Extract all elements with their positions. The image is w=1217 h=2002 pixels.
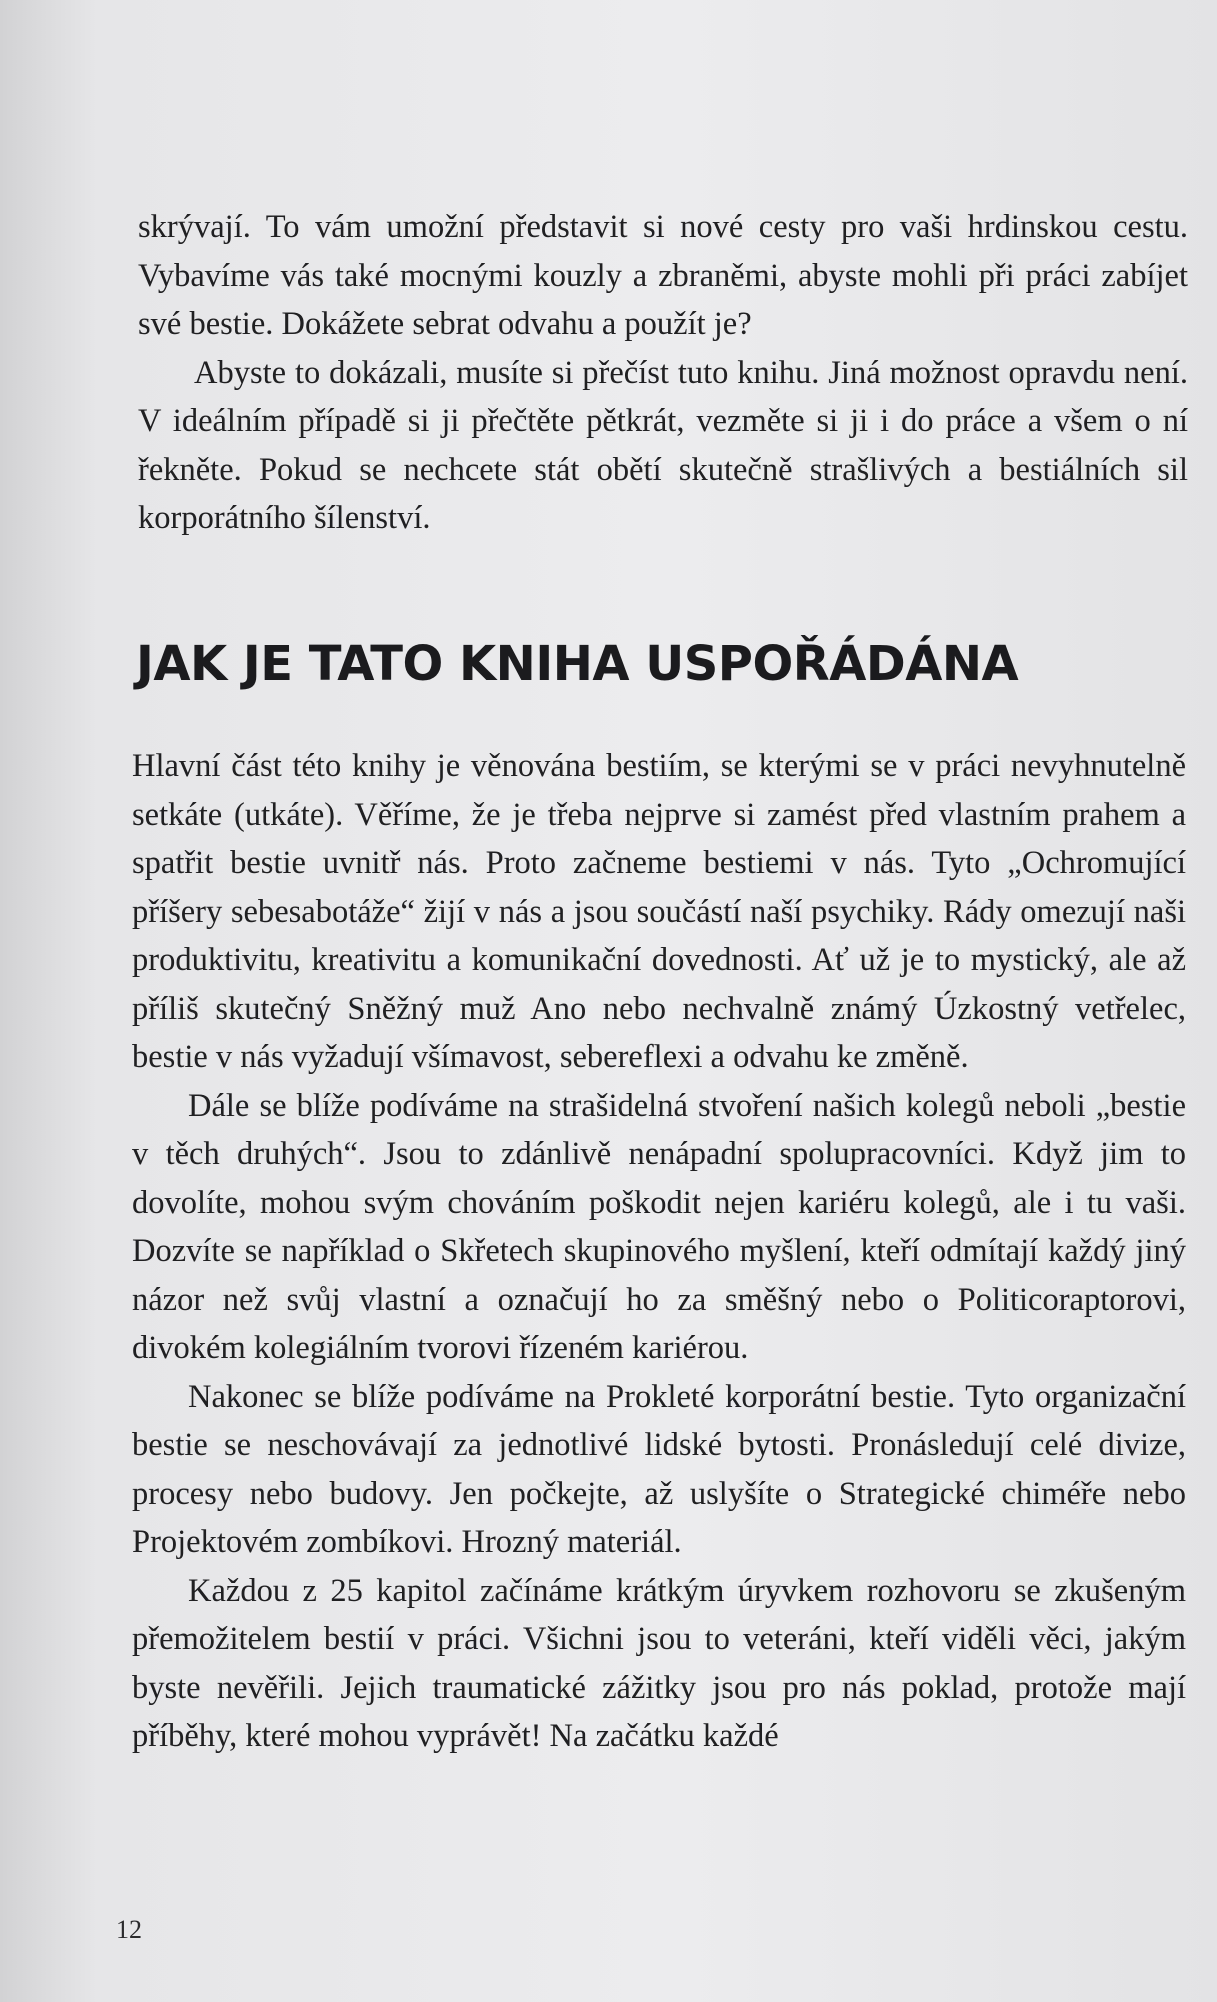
page-number: 12 [116, 1915, 142, 1944]
section-paragraph-1: Hlavní část této knihy je věnována bestiím, se kterými se v práci nevyhnutelně setkáte (utkáte). Věříme, že je třeba nejprve si zamést před vlastním prahem a spatřit bestie uvnitř nás. Proto začneme bestiemi v nás. Tyto „Ochromující příšery sebesabotáže“ žijí v nás a jsou součástí naší psychiky. Rády omezují naši produktivitu, kreativitu a komunikační dovednosti. Ať už je to mystický, ale až příliš skutečný Sněžný muž Ano nebo nechvalně známý Úzkostný vetřelec, bestie v nás vyžadují všímavost, sebereflexi a odvahu ke změně. [132, 748, 1186, 1075]
section-heading: JAK JE TATO KNIHA USPOŘÁDÁNA [136, 636, 1019, 692]
section-body [132, 742, 1186, 1761]
section-paragraph-3: Nakonec se blíže podíváme na Prokleté korporátní bestie. Tyto organizační bestie se neschovávají za jednotlivé lidské bytosti. Pronásledují celé divize, procesy nebo budovy. Jen počkejte, až uslyšíte o Strategické chiméře nebo Projektovém zombíkovi. Hrozný materiál. [132, 1378, 1186, 1560]
intro-paragraph-2: Abyste to dokázali, musíte si přečíst tuto knihu. Jiná možnost opravdu není. V ideálním případě si ji přečtěte pětkrát, vezměte si ji i do práce a všem o ní řekněte. Pokud se nechcete stát obětí skutečně strašlivých a bestiálních sil korporátního šílenství. [138, 354, 1188, 536]
intro-text [138, 203, 1188, 543]
section-paragraph-4: Každou z 25 kapitol začínáme krátkým úryvkem rozhovoru se zkušeným přemožitelem bestií v práci. Všichni jsou to veteráni, kteří viděli věci, jakým byste nevěřili. Jejich traumatické zážitky jsou pro nás poklad, protože mají příběhy, které mohou vyprávět! Na začátku každé [132, 1572, 1186, 1754]
intro-paragraph-1: skrývají. To vám umožní představit si nové cesty pro vaši hrdinskou cestu. Vybavíme vás také mocnými kouzly a zbraněmi, abyste mohli při práci zabíjet své bestie. Dokážete sebrat odvahu a použít je? [138, 209, 1188, 342]
section-paragraph-2: Dále se blíže podíváme na strašidelná stvoření našich kolegů neboli „bestie v těch druhých“. Jsou to zdánlivě nenápadní spolupracovníci. Když jim to dovolíte, mohou svým chováním poškodit nejen kariéru kolegů, ale i tu vaši. Dozvíte se například o Skřetech skupinového myšlení, kteří odmítají každý jiný názor než svůj vlastní a označují ho za směšný nebo o Politicoraptorovi, divokém kolegiálním tvorovi řízeném kariérou. [132, 1087, 1186, 1366]
